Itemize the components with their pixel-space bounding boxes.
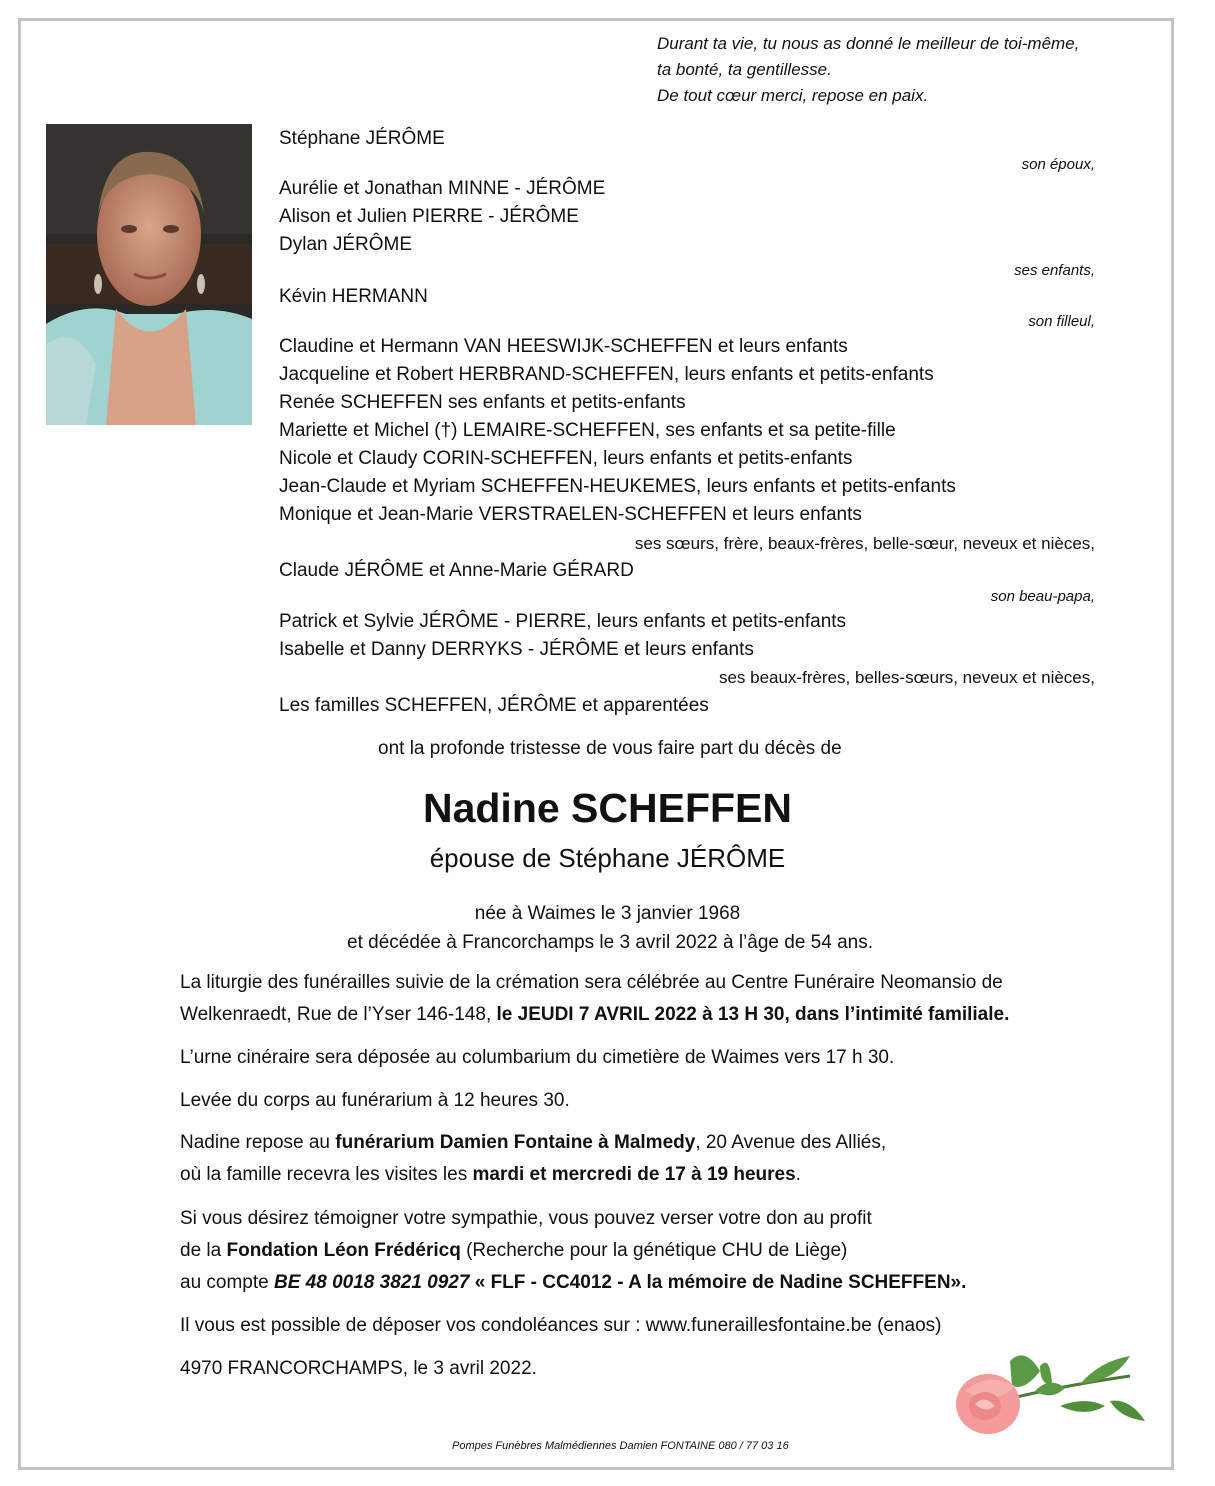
rest-paragraph — [180, 1127, 886, 1191]
condolences-line: Il vous est possible de déposer vos condoléances sur : www.funeraillesfontaine.be (enaos) — [180, 1315, 942, 1336]
visit-hours: mardi et mercredi de 17 à 19 heures — [472, 1164, 796, 1185]
rose-image — [940, 1346, 1150, 1446]
birth-line: née à Waimes le 3 janvier 1968 — [474, 903, 741, 924]
text: de la — [180, 1240, 227, 1261]
rest-line — [180, 1127, 886, 1159]
portrait-photo — [46, 124, 252, 425]
death-line: et décédée à Francorchamps le 3 avril 2022 à l’âge de 54 ans. — [347, 932, 873, 953]
foundation-name: Fondation Léon Frédéricq — [226, 1240, 461, 1261]
funerarium-name: funérarium Damien Fontaine à Malmedy — [335, 1132, 696, 1153]
families-line: Les familles SCHEFFEN, JÉRÔME et apparentées — [279, 695, 709, 716]
deceased-name: Nadine SCHEFFEN — [422, 785, 793, 831]
rest-line — [180, 1159, 886, 1191]
bank-account: BE 48 0018 3821 0927 — [274, 1272, 470, 1293]
family-line: Aurélie et Jonathan MINNE - JÉRÔME — [279, 178, 606, 199]
role-label: ses sœurs, frère, beaux-frères, belle-sœur, neveux et nièces, — [634, 534, 1095, 553]
liturgy-address: Welkenraedt, Rue de l’Yser 146-148, — [180, 1004, 497, 1025]
family-line: Claudine et Hermann VAN HEESWIJK-SCHEFFEN et leurs enfants — [279, 336, 848, 357]
family-line: Isabelle et Danny DERRYKS - JÉRÔME et leurs enfants — [279, 639, 754, 660]
family-line: Jean-Claude et Myriam SCHEFFEN-HEUKEMES, leurs enfants et petits-enfants — [279, 476, 956, 497]
family-line: Nicole et Claudy CORIN-SCHEFFEN, leurs enfants et petits-enfants — [279, 448, 853, 469]
donation-paragraph — [180, 1203, 966, 1299]
epitaph-line: Durant ta vie, tu nous as donné le meilleur de toi-même, — [657, 34, 1080, 53]
text: (Recherche pour la génétique CHU de Liège) — [460, 1240, 848, 1261]
epitaph-line: De tout cœur merci, repose en paix. — [657, 86, 929, 105]
epitaph-line: ta bonté, ta gentillesse. — [657, 60, 832, 79]
liturgy-paragraph — [180, 967, 1009, 1031]
family-line: Dylan JÉRÔME — [279, 234, 413, 255]
family-line: Patrick et Sylvie JÉRÔME - PIERRE, leurs enfants et petits-enfants — [279, 611, 847, 632]
announcement: ont la profonde tristesse de vous faire part du décès de — [378, 738, 842, 759]
role-label: son filleul, — [1028, 313, 1095, 330]
donation-line — [180, 1267, 966, 1299]
levee-line: Levée du corps au funérarium à 12 heures 30. — [180, 1090, 570, 1111]
urn-line: L’urne cinéraire sera déposée au columbarium du cimetière de Waimes vers 17 h 30. — [180, 1047, 895, 1068]
text: au compte — [180, 1272, 274, 1293]
footer-funeral-home: Pompes Funèbres Malmédiennes Damien FONTAINE 080 / 77 03 16 — [452, 1440, 789, 1452]
godson-name: Kévin HERMANN — [279, 286, 428, 307]
epitaph — [657, 31, 1079, 109]
text: où la famille recevra les visites les — [180, 1164, 473, 1185]
donation-line: Si vous désirez témoigner votre sympathie, vous pouvez verser votre don au profit — [180, 1208, 872, 1229]
siblings-list — [279, 333, 956, 529]
place-date-line: 4970 FRANCORCHAMPS, le 3 avril 2022. — [180, 1358, 537, 1379]
role-label: son beau-papa, — [990, 588, 1095, 605]
donation-reference: « FLF - CC4012 - A la mémoire de Nadine SCHEFFEN». — [469, 1272, 967, 1293]
family-line: Mariette et Michel (†) LEMAIRE-SCHEFFEN, ses enfants et sa petite-fille — [279, 420, 896, 441]
family-line: Monique et Jean-Marie VERSTRAELEN-SCHEFFEN et leurs enfants — [279, 504, 862, 525]
liturgy-date: le JEUDI 7 AVRIL 2022 à 13 H 30, dans l’intimité familiale. — [496, 1004, 1010, 1025]
liturgy-line: La liturgie des funérailles suivie de la crémation sera célébrée au Centre Funéraire Neomansio de — [180, 972, 1003, 993]
family-line: Renée SCHEFFEN ses enfants et petits-enfants — [279, 392, 686, 413]
text: , 20 Avenue des Alliés, — [695, 1132, 887, 1153]
spouse-name: Stéphane JÉRÔME — [279, 128, 445, 149]
role-label: ses enfants, — [1014, 262, 1095, 279]
family-line: Jacqueline et Robert HERBRAND-SCHEFFEN, leurs enfants et petits-enfants — [279, 364, 934, 385]
text: . — [795, 1164, 801, 1185]
role-label: ses beaux-frères, belles-sœurs, neveux et nièces, — [718, 668, 1095, 687]
text: Nadine repose au — [180, 1132, 336, 1153]
donation-line — [180, 1235, 966, 1267]
role-label: son époux, — [1021, 156, 1095, 173]
children-list — [279, 175, 605, 259]
in-laws-list — [279, 608, 846, 664]
liturgy-line — [180, 999, 1009, 1031]
deceased-spouse-line: épouse de Stéphane JÉRÔME — [429, 843, 786, 873]
father-in-law-name: Claude JÉRÔME et Anne-Marie GÉRARD — [279, 560, 634, 581]
family-line: Alison et Julien PIERRE - JÉRÔME — [279, 206, 579, 227]
